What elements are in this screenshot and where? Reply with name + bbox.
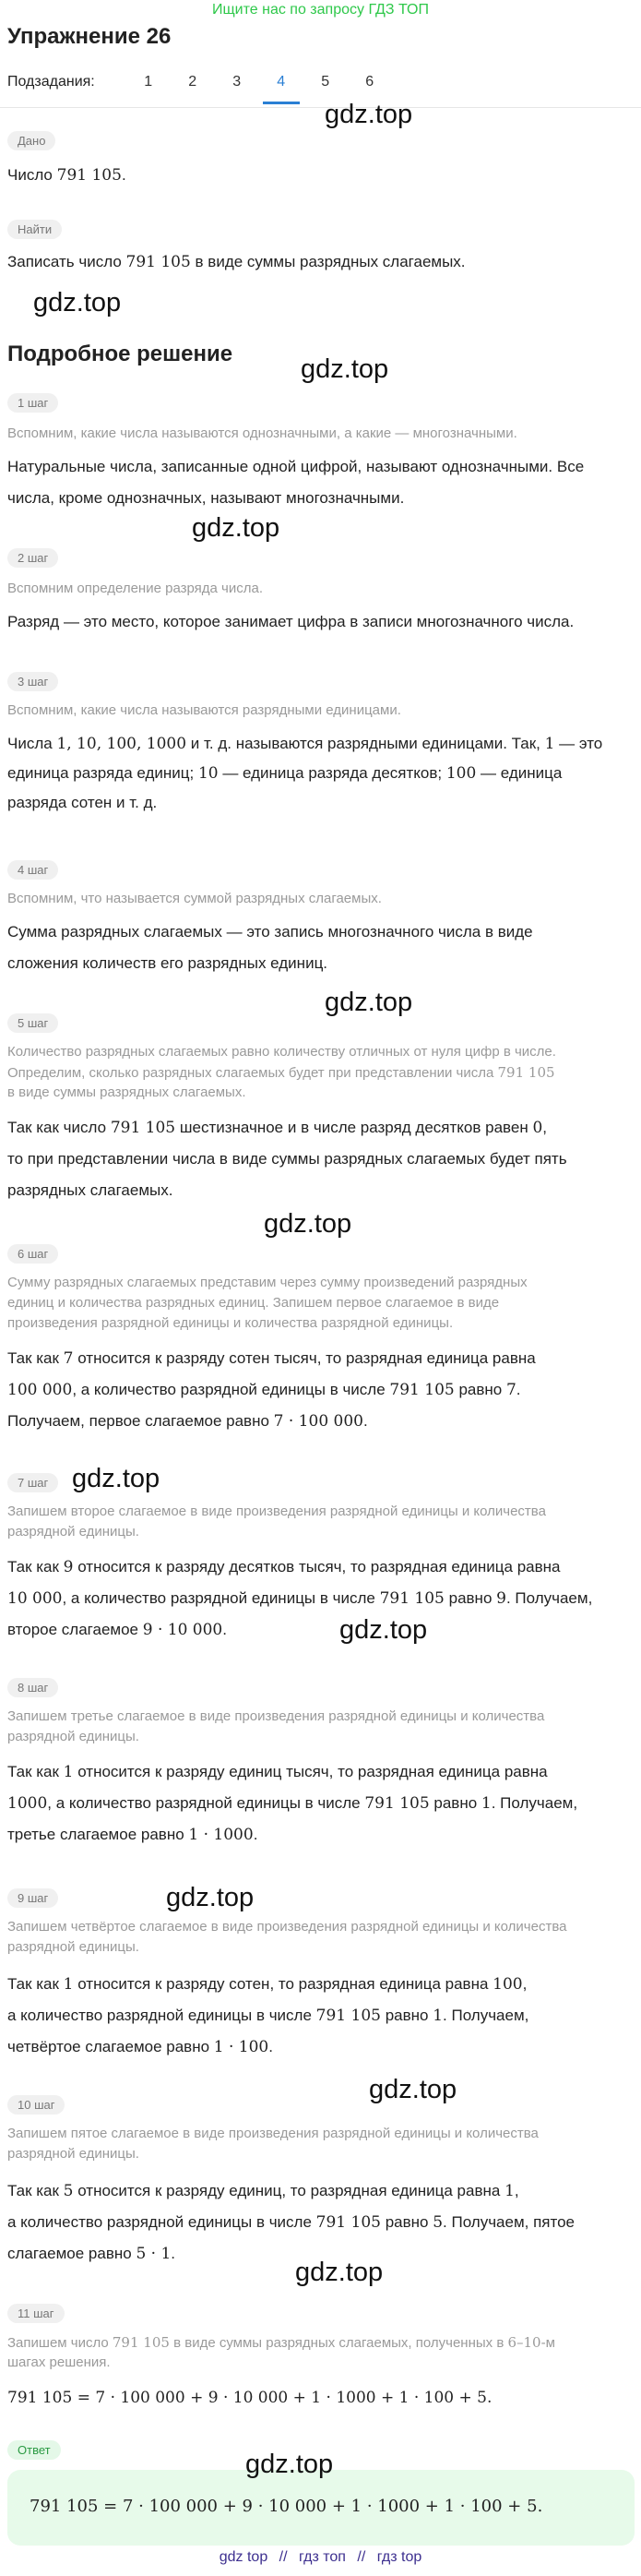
step-hint: Вспомним определение разряда числа. [7,581,264,596]
step-hint: произведения разрядной единицы и количества разрядной единицы. [7,1315,454,1331]
answer-formula: 791 105 = 7 · 100 000 + 9 · 10 000 + 1 · 1000 + 1 · 100 + 5. [30,2497,543,2516]
step-hint: Вспомним, какие числа называются разрядными единицами. [7,702,401,718]
step-text: а количество разрядной единицы в числе 791 105 равно 1. Получаем, [7,2007,529,2025]
top-banner: Ищите нас по запросу ГДЗ ТОП [212,2,429,18]
step-text: четвёртое слагаемое равно 1 · 100. [7,2038,273,2056]
step-hint: разрядной единицы. [7,1729,139,1744]
step-text: сложения количеств его разрядных единиц. [7,954,328,972]
tab-subtask-1[interactable]: 1 [144,74,153,90]
watermark: gdz.top [192,513,280,543]
step-hint: разрядной единицы. [7,2146,139,2162]
step-chip: 6 шаг [7,1244,58,1264]
step-text: разряда сотен и т. д. [7,794,158,811]
tab-subtask-5[interactable]: 5 [321,74,330,90]
step-hint: разрядной единицы. [7,1939,139,1955]
step-chip: 9 шаг [7,1888,58,1908]
solution-title: Подробное решение [7,341,233,366]
step-chip: 2 шаг [7,548,58,568]
footer-separator: // [357,2549,366,2565]
step-text: слагаемое равно 5 · 1. [7,2245,176,2263]
tab-subtask-3[interactable]: 3 [232,74,242,90]
footer-separator: // [279,2549,288,2565]
find-text: Записать число 791 105 в виде суммы разрядных слагаемых. [7,253,466,271]
step-hint: Количество разрядных слагаемых равно количеству отличных от нуля цифр в числе. [7,1044,556,1060]
tab-subtask-6[interactable]: 6 [365,74,374,90]
step-text: то при представлении числа в виде суммы разрядных слагаемых будет пять [7,1150,567,1168]
step-chip: 1 шаг [7,393,58,413]
step-hint: шагах решения. [7,2354,111,2370]
tab-subtask-4[interactable]: 4 [259,74,303,90]
step-text: Так как 1 относится к разряду сотен, то разрядная единица равна 100, [7,1975,528,1994]
footer-link[interactable]: gdz top [219,2549,268,2565]
step-hint: единиц и количества разрядных единиц. Запишем первое слагаемое в виде [7,1295,500,1311]
step-text: Получаем, первое слагаемое равно 7 · 100 000. [7,1412,368,1431]
step-text: числа, кроме однозначных, называют многозначными. [7,489,405,507]
step-text: Натуральные числа, записанные одной цифрой, называют однозначными. Все [7,458,585,475]
page-title: Упражнение 26 [7,24,172,49]
step-chip: 7 шаг [7,1473,58,1492]
watermark: gdz.top [325,988,413,1017]
step-hint: Запишем четвёртое слагаемое в виде произведения разрядной единицы и количества [7,1919,567,1935]
step-text: 10 000, а количество разрядной единицы в числе 791 105 равно 9. Получаем, [7,1589,593,1608]
step-text: Так как 1 относится к разряду единиц тысяч, то разрядная единица равна [7,1763,548,1781]
step-text: разрядных слагаемых. [7,1181,173,1199]
watermark: gdz.top [295,2258,384,2287]
watermark: gdz.top [33,288,122,318]
step-chip: 5 шаг [7,1013,58,1033]
step-text: 100 000, а количество разрядной единицы в числе 791 105 равно 7. [7,1381,521,1399]
footer [0,2549,641,2566]
step-chip: 8 шаг [7,1678,58,1697]
step-text: Разряд — это место, которое занимает цифра в записи многозначного числа. [7,613,575,630]
step-hint: Вспомним, что называется суммой разрядных слагаемых. [7,891,382,906]
watermark: gdz.top [325,100,413,129]
answer-box [7,2470,635,2546]
step-hint: Запишем число 791 105 в виде суммы разрядных слагаемых, полученных в 6–10-м [7,2334,555,2351]
watermark: gdz.top [339,1615,428,1645]
divider [0,107,641,108]
step-chip: 11 шаг [7,2304,65,2323]
step-chip: 3 шаг [7,672,58,691]
watermark: gdz.top [301,354,389,384]
step-hint: Вспомним, какие числа называются однозначными, а какие — многозначными. [7,425,517,441]
step-hint: Запишем второе слагаемое в виде произведения разрядной единицы и количества [7,1504,546,1519]
footer-link[interactable]: гдз топ [299,2549,346,2565]
watermark: gdz.top [245,2450,334,2479]
find-chip: Найти [7,220,62,239]
step-hint: Запишем третье слагаемое в виде произведения разрядной единицы и количества [7,1708,545,1724]
step-text: третье слагаемое равно 1 · 1000. [7,1826,258,1844]
watermark: gdz.top [369,2075,457,2104]
step-chip: 4 шаг [7,860,58,880]
subtasks-nav [7,74,392,90]
step-hint: в виде суммы разрядных слагаемых. [7,1084,246,1100]
watermark: gdz.top [264,1209,352,1239]
step-text: единица разряда единиц; 10 — единица разряда десятков; 100 — единица [7,764,563,783]
step-hint: Определим, сколько разрядных слагаемых будет при представлении числа 791 105 [7,1064,555,1081]
step-text: а количество разрядной единицы в числе 791 105 равно 5. Получаем, пятое [7,2213,576,2232]
watermark: gdz.top [72,1464,160,1493]
step-text: Сумма разрядных слагаемых — это запись многозначного числа в виде [7,923,533,941]
step-hint: Запишем пятое слагаемое в виде произведения разрядной единицы и количества [7,2126,539,2141]
watermark: gdz.top [166,1883,255,1912]
given-text: Число 791 105. [7,166,126,185]
step-text: Так как 7 относится к разряду сотен тысяч, то разрядная единица равна [7,1349,536,1368]
footer-link[interactable]: гдз top [376,2549,422,2565]
step-text: Числа 1, 10, 100, 1000 и т. д. называются разрядными единицами. Так, 1 — это [7,735,603,753]
given-chip: Дано [7,131,55,150]
step-text: Так как 5 относится к разряду единиц, то разрядная единица равна 1, [7,2182,519,2200]
tab-subtask-2[interactable]: 2 [188,74,197,90]
step-text: 1000, а количество разрядной единицы в числе 791 105 равно 1. Получаем, [7,1794,578,1813]
step-text: второе слагаемое 9 · 10 000. [7,1621,227,1639]
answer-chip: Ответ [7,2440,61,2460]
step-text: Так как число 791 105 шестизначное и в числе разряд десятков равен 0, [7,1119,547,1137]
step-hint: Сумму разрядных слагаемых представим через сумму произведений разрядных [7,1275,528,1290]
step-text: Так как 9 относится к разряду десятков тысяч, то разрядная единица равна [7,1558,561,1576]
step-hint: разрядной единицы. [7,1524,139,1540]
step-chip: 10 шаг [7,2095,65,2115]
subtasks-label: Подзадания: [7,74,95,90]
step-formula: 791 105 = 7 · 100 000 + 9 · 10 000 + 1 · 1000 + 1 · 100 + 5. [7,2389,493,2407]
